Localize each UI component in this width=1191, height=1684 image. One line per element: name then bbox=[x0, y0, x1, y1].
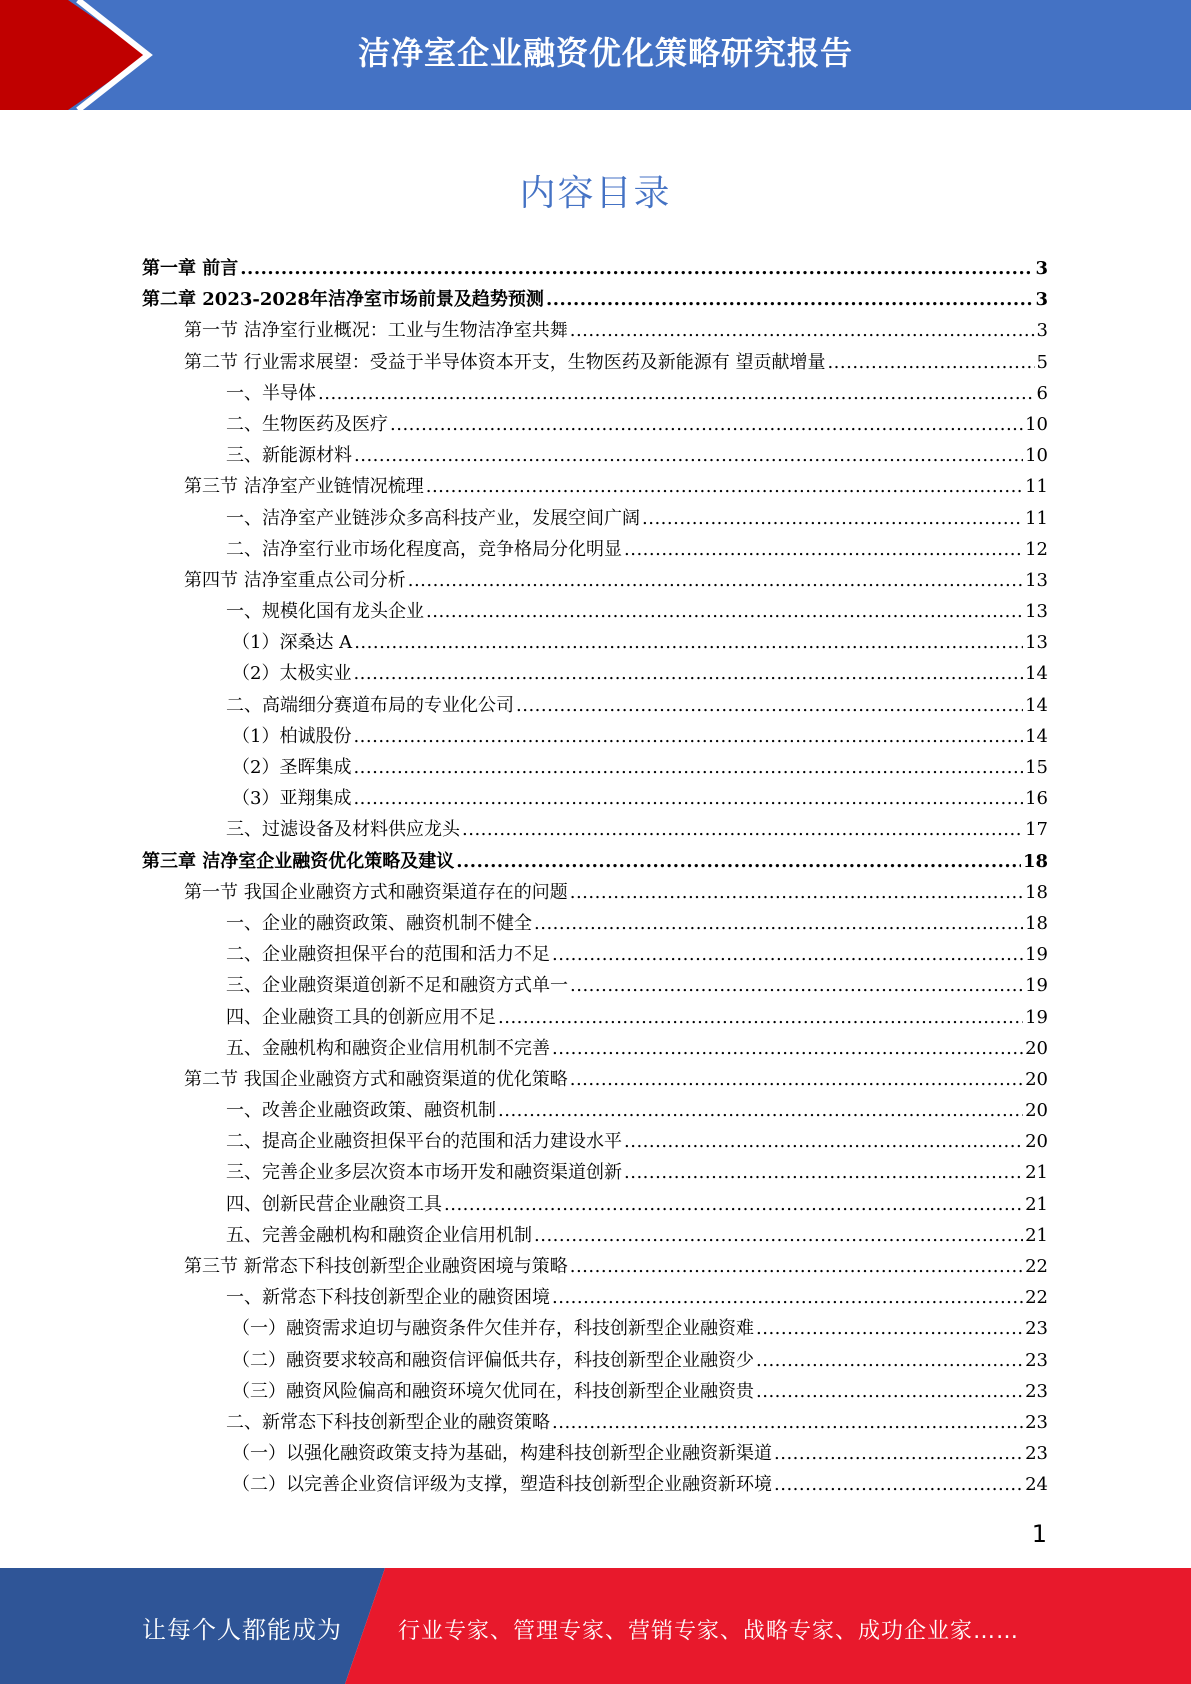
toc-entry-label: 一、改善企业融资政策、融资机制 bbox=[226, 1100, 496, 1122]
toc-leader-dots bbox=[642, 508, 1023, 529]
toc-entry[interactable] bbox=[142, 659, 1048, 690]
toc-leader-dots bbox=[516, 695, 1023, 716]
toc-entry-page: 21 bbox=[1025, 1224, 1048, 1246]
toc-entry-label: 第三节 新常态下科技创新型企业融资困境与策略 bbox=[184, 1256, 568, 1277]
toc-entry[interactable] bbox=[142, 441, 1048, 472]
toc-entry-page: 23 bbox=[1025, 1380, 1048, 1402]
toc-entry[interactable] bbox=[142, 1408, 1048, 1439]
toc-entry-page: 3 bbox=[1036, 320, 1048, 342]
toc-leader-dots bbox=[353, 726, 1023, 747]
page-number: 1 bbox=[1031, 1520, 1047, 1548]
toc-leader-dots bbox=[774, 1474, 1023, 1495]
toc-entry-label: （3）亚翔集成 bbox=[232, 788, 352, 810]
toc-entry-page: 5 bbox=[1036, 351, 1048, 373]
toc-leader-dots bbox=[552, 944, 1023, 965]
table-of-contents bbox=[142, 254, 1048, 1502]
toc-entry[interactable] bbox=[142, 254, 1048, 285]
toc-entry[interactable] bbox=[142, 909, 1048, 940]
toc-entry-label: 一、洁净室产业链涉众多高科技产业，发展空间广阔 bbox=[226, 507, 640, 529]
toc-entry-page: 23 bbox=[1025, 1411, 1048, 1433]
toc-leader-dots bbox=[570, 882, 1023, 903]
toc-entry-label: 一、规模化国有龙头企业 bbox=[226, 601, 424, 623]
toc-leader-dots bbox=[353, 757, 1023, 778]
toc-entry-label: （2）圣晖集成 bbox=[232, 757, 352, 778]
toc-entry-label: 二、企业融资担保平台的范围和活力不足 bbox=[226, 944, 550, 966]
toc-entry-label: 二、生物医药及医疗 bbox=[226, 413, 388, 435]
toc-entry-page: 19 bbox=[1025, 944, 1048, 966]
toc-entry[interactable] bbox=[142, 410, 1048, 441]
toc-entry[interactable] bbox=[142, 1065, 1048, 1096]
toc-leader-dots bbox=[353, 788, 1023, 809]
toc-entry[interactable] bbox=[142, 1283, 1048, 1314]
toc-entry[interactable] bbox=[142, 1190, 1048, 1221]
toc-leader-dots bbox=[624, 1162, 1023, 1183]
toc-entry-page: 15 bbox=[1025, 757, 1048, 778]
toc-entry[interactable] bbox=[142, 1314, 1048, 1345]
toc-leader-dots bbox=[534, 913, 1023, 934]
toc-leader-dots bbox=[756, 1381, 1023, 1402]
toc-entry[interactable] bbox=[142, 1158, 1048, 1189]
toc-entry[interactable] bbox=[142, 971, 1048, 1002]
toc-entry-page: 11 bbox=[1025, 507, 1048, 529]
toc-leader-dots bbox=[408, 570, 1023, 591]
toc-entry-label: 三、完善企业多层次资本市场开发和融资渠道创新 bbox=[226, 1162, 622, 1184]
toc-leader-dots bbox=[552, 1287, 1023, 1308]
footer-slogan-right: 行业专家、管理专家、营销专家、战略专家、成功企业家…… bbox=[398, 1619, 1020, 1644]
toc-entry[interactable] bbox=[142, 815, 1048, 846]
toc-entry-label: 第三章 洁净室企业融资优化策略及建议 bbox=[142, 850, 455, 872]
toc-entry-label: 三、新能源材料 bbox=[226, 445, 352, 467]
toc-entry-label: 一、新常态下科技创新型企业的融资困境 bbox=[226, 1287, 550, 1309]
toc-entry-page: 14 bbox=[1025, 663, 1048, 685]
toc-entry[interactable] bbox=[142, 753, 1048, 784]
toc-leader-dots bbox=[546, 289, 1034, 310]
toc-entry[interactable] bbox=[142, 1346, 1048, 1377]
toc-leader-dots bbox=[318, 383, 1035, 404]
toc-entry-label: 第一章 前言 bbox=[142, 258, 239, 279]
toc-entry-label: （三）融资风险偏高和融资环境欠优同在，科技创新型企业融资贵 bbox=[232, 1380, 754, 1402]
toc-entry-label: 四、创新民营企业融资工具 bbox=[226, 1193, 442, 1215]
toc-leader-dots bbox=[456, 851, 1021, 872]
toc-entry[interactable] bbox=[142, 722, 1048, 753]
toc-leader-dots bbox=[624, 1131, 1023, 1152]
toc-entry-page: 20 bbox=[1025, 1037, 1048, 1059]
toc-entry-page: 3 bbox=[1035, 289, 1048, 311]
toc-entry-page: 22 bbox=[1025, 1287, 1048, 1309]
toc-entry[interactable] bbox=[142, 1127, 1048, 1158]
toc-entry[interactable] bbox=[142, 1034, 1048, 1065]
toc-entry-page: 18 bbox=[1025, 912, 1048, 934]
toc-entry-label: 二、洁净室行业市场化程度高，竞争格局分化明显 bbox=[226, 538, 622, 560]
toc-leader-dots bbox=[570, 320, 1035, 341]
toc-leader-dots bbox=[552, 1412, 1023, 1433]
toc-entry-label: （一）以强化融资政策支持为基础，构建科技创新型企业融资新渠道 bbox=[232, 1443, 772, 1465]
toc-entry-page: 20 bbox=[1025, 1068, 1048, 1090]
toc-entry-page: 22 bbox=[1025, 1256, 1048, 1277]
toc-entry[interactable] bbox=[142, 1470, 1048, 1501]
toc-leader-dots bbox=[756, 1350, 1023, 1371]
toc-leader-dots bbox=[426, 476, 1023, 497]
toc-entry-page: 18 bbox=[1025, 881, 1048, 903]
toc-entry[interactable] bbox=[142, 1377, 1048, 1408]
toc-entry-page: 14 bbox=[1025, 725, 1048, 747]
toc-entry[interactable] bbox=[142, 691, 1048, 722]
toc-entry-page: 17 bbox=[1025, 819, 1048, 841]
toc-leader-dots bbox=[498, 1100, 1023, 1121]
toc-entry[interactable] bbox=[142, 566, 1048, 597]
toc-entry-label: 第二节 我国企业融资方式和融资渠道的优化策略 bbox=[184, 1068, 568, 1090]
toc-leader-dots bbox=[444, 1194, 1023, 1215]
toc-entry-label: 一、半导体 bbox=[226, 382, 316, 404]
toc-entry-label: 四、企业融资工具的创新应用不足 bbox=[226, 1006, 496, 1028]
toc-entry-label: 第三节 洁净室产业链情况梳理 bbox=[184, 476, 424, 498]
toc-entry-label: 第一节 洁净室行业概况：工业与生物洁净室共舞 bbox=[184, 320, 568, 342]
toc-entry[interactable] bbox=[142, 628, 1048, 659]
toc-entry-label: （二）融资要求较高和融资信评偏低共存，科技创新型企业融资少 bbox=[232, 1349, 754, 1371]
toc-entry[interactable] bbox=[142, 1003, 1048, 1034]
toc-entry-page: 21 bbox=[1025, 1162, 1048, 1184]
toc-entry-label: 二、提高企业融资担保平台的范围和活力建设水平 bbox=[226, 1131, 622, 1153]
toc-leader-dots bbox=[570, 1069, 1023, 1090]
report-title: 洁净室企业融资优化策略研究报告 bbox=[357, 34, 853, 72]
toc-entry-label: （二）以完善企业资信评级为支撑，塑造科技创新型企业融资新环境 bbox=[232, 1474, 772, 1496]
toc-entry-label: 五、完善金融机构和融资企业信用机制 bbox=[226, 1224, 532, 1246]
toc-entry-page: 6 bbox=[1036, 382, 1048, 404]
footer-slogan-left: 让每个人都能成为 bbox=[142, 1616, 342, 1644]
toc-leader-dots bbox=[774, 1443, 1023, 1464]
toc-entry-page: 23 bbox=[1025, 1318, 1048, 1340]
toc-entry[interactable] bbox=[142, 535, 1048, 566]
toc-entry-page: 13 bbox=[1025, 632, 1048, 654]
toc-leader-dots bbox=[552, 1038, 1023, 1059]
toc-leader-dots bbox=[426, 601, 1023, 622]
toc-entry-label: 第二章 2023-2028年洁净室市场前景及趋势预测 bbox=[142, 289, 544, 311]
toc-leader-dots bbox=[756, 1318, 1023, 1339]
toc-entry[interactable] bbox=[142, 379, 1048, 410]
toc-entry-label: （2）太极实业 bbox=[232, 663, 352, 685]
toc-leader-dots bbox=[624, 539, 1023, 560]
toc-entry-page: 13 bbox=[1025, 569, 1048, 591]
toc-entry[interactable] bbox=[142, 1096, 1048, 1127]
toc-entry[interactable] bbox=[142, 784, 1048, 815]
toc-entry-page: 14 bbox=[1025, 694, 1048, 716]
toc-leader-dots bbox=[570, 975, 1023, 996]
toc-leader-dots bbox=[498, 1007, 1023, 1028]
toc-entry[interactable] bbox=[142, 597, 1048, 628]
toc-entry[interactable] bbox=[142, 940, 1048, 971]
toc-entry[interactable] bbox=[142, 847, 1048, 878]
toc-entry-page: 20 bbox=[1025, 1131, 1048, 1153]
toc-entry-page: 23 bbox=[1025, 1349, 1048, 1371]
toc-entry-label: （1）深桑达 A bbox=[232, 632, 353, 654]
toc-leader-dots bbox=[390, 414, 1023, 435]
toc-leader-dots bbox=[827, 352, 1034, 373]
toc-entry-page: 13 bbox=[1025, 601, 1048, 623]
toc-entry-page: 23 bbox=[1025, 1443, 1048, 1465]
toc-entry[interactable] bbox=[142, 1252, 1048, 1283]
toc-entry-label: 二、新常态下科技创新型企业的融资策略 bbox=[226, 1411, 550, 1433]
toc-leader-dots bbox=[240, 258, 1033, 279]
toc-entry-label: 第四节 洁净室重点公司分析 bbox=[184, 569, 406, 591]
toc-entry-page: 19 bbox=[1025, 1006, 1048, 1028]
toc-heading: 内容目录 bbox=[519, 173, 672, 214]
toc-entry-label: 第一节 我国企业融资方式和融资渠道存在的问题 bbox=[184, 881, 568, 903]
toc-leader-dots bbox=[462, 819, 1023, 840]
toc-leader-dots bbox=[354, 632, 1023, 653]
toc-entry-page: 19 bbox=[1025, 975, 1048, 997]
toc-entry-page: 11 bbox=[1025, 476, 1048, 498]
toc-entry-label: 三、企业融资渠道创新不足和融资方式单一 bbox=[226, 975, 568, 997]
toc-entry-label: 一、企业的融资政策、融资机制不健全 bbox=[226, 912, 532, 934]
toc-entry-label: 二、高端细分赛道布局的专业化公司 bbox=[226, 694, 514, 716]
toc-entry-page: 3 bbox=[1035, 258, 1048, 279]
toc-entry-page: 21 bbox=[1025, 1193, 1048, 1215]
toc-entry[interactable] bbox=[142, 285, 1048, 316]
toc-entry[interactable] bbox=[142, 1221, 1048, 1252]
toc-entry[interactable] bbox=[142, 472, 1048, 503]
toc-entry-page: 18 bbox=[1022, 850, 1048, 872]
toc-entry-page: 24 bbox=[1025, 1474, 1048, 1496]
toc-entry-page: 12 bbox=[1025, 538, 1048, 560]
toc-entry-page: 10 bbox=[1025, 445, 1048, 467]
toc-leader-dots bbox=[353, 663, 1023, 684]
toc-entry-page: 20 bbox=[1025, 1100, 1048, 1122]
toc-entry-page: 16 bbox=[1025, 788, 1048, 810]
toc-entry[interactable] bbox=[142, 878, 1048, 909]
toc-entry-label: 第二节 行业需求展望：受益于半导体资本开支，生物医药及新能源有 望贡献增量 bbox=[184, 351, 826, 373]
toc-entry[interactable] bbox=[142, 1439, 1048, 1470]
toc-leader-dots bbox=[570, 1256, 1023, 1277]
toc-entry-page: 10 bbox=[1025, 413, 1048, 435]
toc-entry-label: （1）柏诚股份 bbox=[232, 725, 352, 747]
toc-entry[interactable] bbox=[142, 348, 1048, 379]
toc-leader-dots bbox=[354, 445, 1023, 466]
toc-entry[interactable] bbox=[142, 316, 1048, 347]
toc-entry-label: （一）融资需求迫切与融资条件欠佳并存，科技创新型企业融资难 bbox=[232, 1318, 754, 1340]
toc-leader-dots bbox=[534, 1225, 1023, 1246]
toc-entry-label: 五、金融机构和融资企业信用机制不完善 bbox=[226, 1037, 550, 1059]
toc-entry[interactable] bbox=[142, 504, 1048, 535]
toc-entry-label: 三、过滤设备及材料供应龙头 bbox=[226, 819, 460, 841]
